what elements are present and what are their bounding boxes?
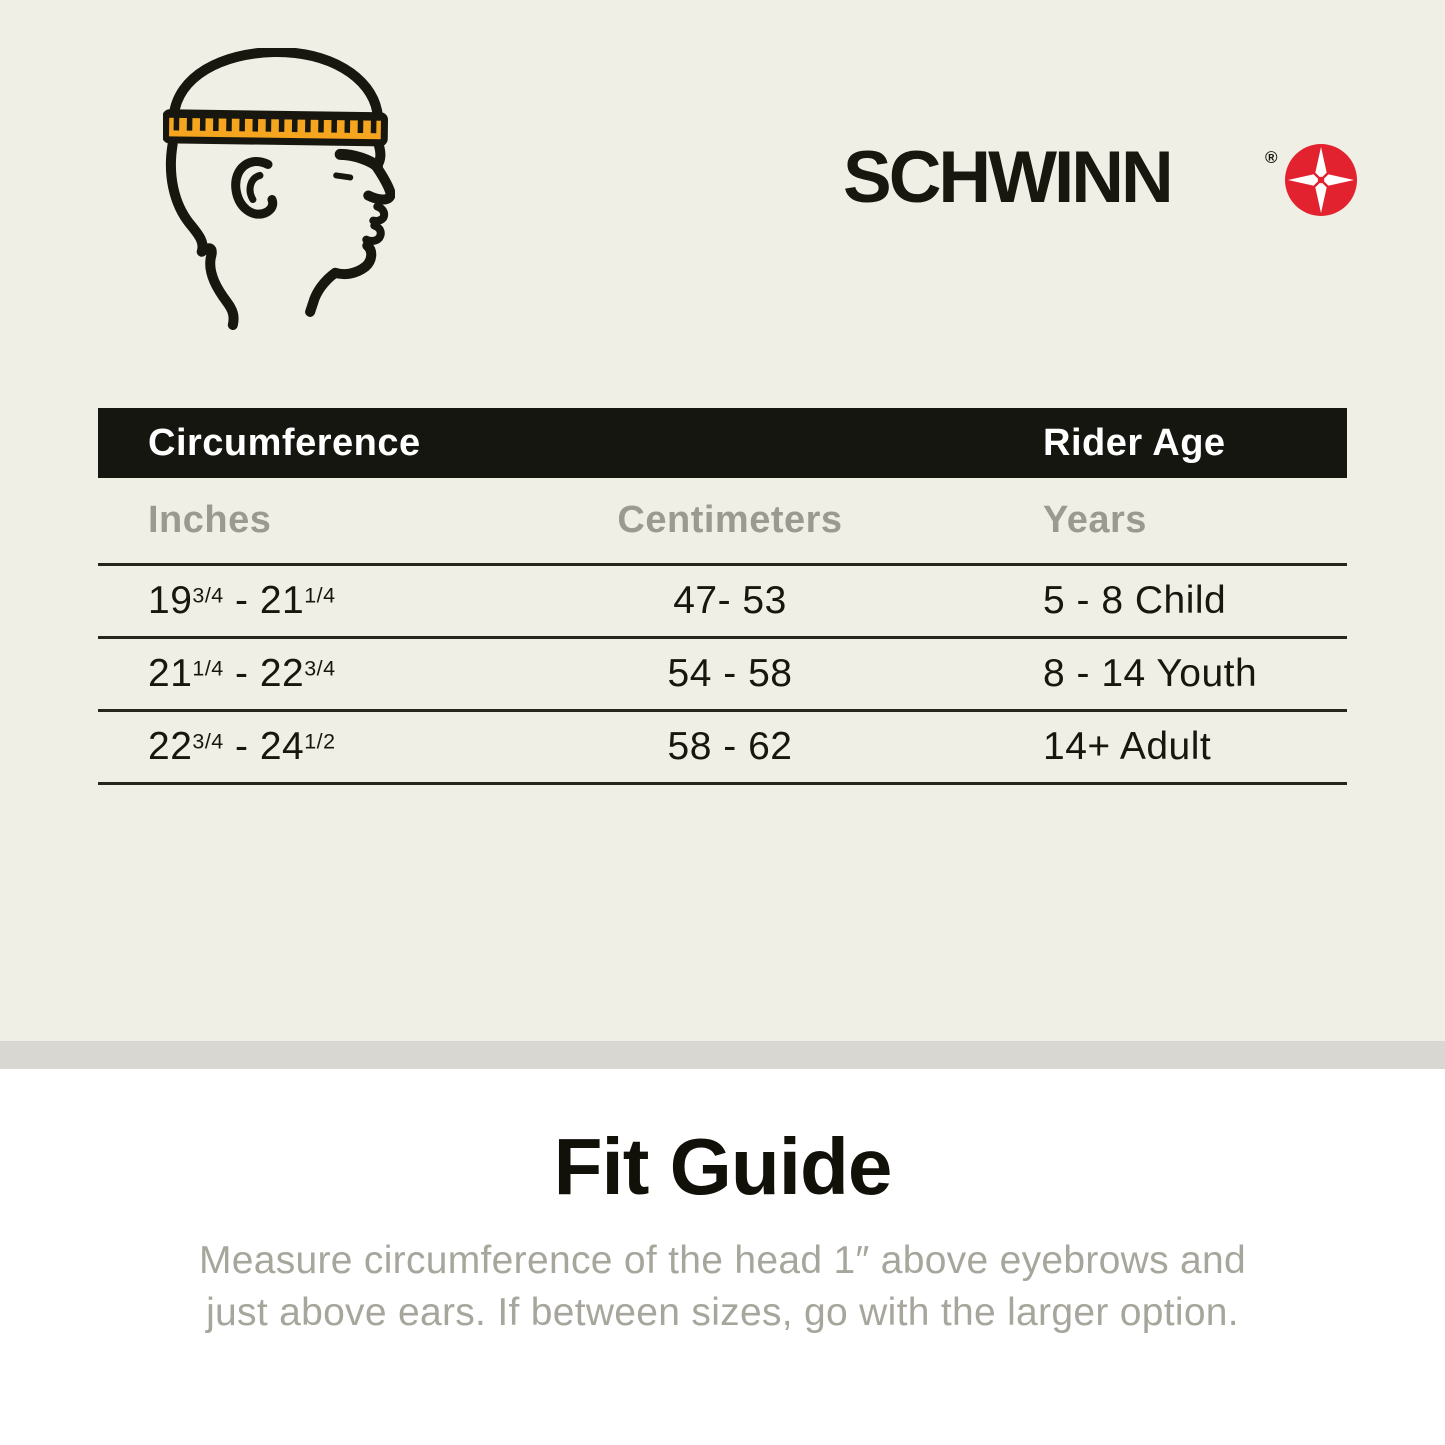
section-divider	[0, 1041, 1445, 1069]
inches-column-label: Inches	[148, 499, 272, 541]
table-row	[98, 712, 1347, 785]
years-column-label: Years	[1043, 499, 1147, 541]
table-row	[98, 566, 1347, 639]
head-measurement-icon	[163, 48, 395, 334]
registered-trademark: ®	[1265, 148, 1278, 167]
measuring-tape	[165, 111, 384, 143]
rider-age-header: Rider Age	[1043, 421, 1226, 464]
table-body	[98, 566, 1347, 785]
centimeters-column-label: Centimeters	[617, 499, 843, 541]
size-chart-table	[98, 408, 1347, 785]
inches-value: $22^{3/4} - 24^{1/2}$	[148, 725, 336, 768]
description-line-1: Measure circumference of the head 1″ above eyebrows and	[198, 1239, 1247, 1282]
fit-guide-description	[0, 1235, 1445, 1339]
schwinn-star-badge-icon	[1283, 142, 1359, 218]
centimeters-value: 47- 53	[673, 579, 787, 622]
table-row	[98, 639, 1347, 712]
fit-guide-title: Fit Guide	[553, 1122, 892, 1211]
centimeters-value: 58 - 62	[667, 725, 793, 768]
table-header-bar	[98, 408, 1347, 478]
fit-guide-section	[0, 1069, 1445, 1445]
description-line-2: just above ears. If between sizes, go with the larger option.	[206, 1291, 1239, 1334]
inches-value: $21^{1/4} - 22^{3/4}$	[148, 652, 336, 695]
schwinn-logo	[843, 137, 1363, 220]
schwinn-wordmark: SCHWINN	[843, 137, 1171, 218]
years-value: 5 - 8 Child	[1043, 579, 1227, 622]
years-value: 8 - 14 Youth	[1043, 652, 1258, 695]
circumference-header: Circumference	[148, 421, 421, 464]
years-value: 14+ Adult	[1043, 725, 1212, 768]
table-subheader-row	[98, 478, 1347, 566]
centimeters-value: 54 - 58	[667, 652, 793, 695]
inches-value: $19^{3/4} - 21^{1/4}$	[148, 579, 336, 622]
